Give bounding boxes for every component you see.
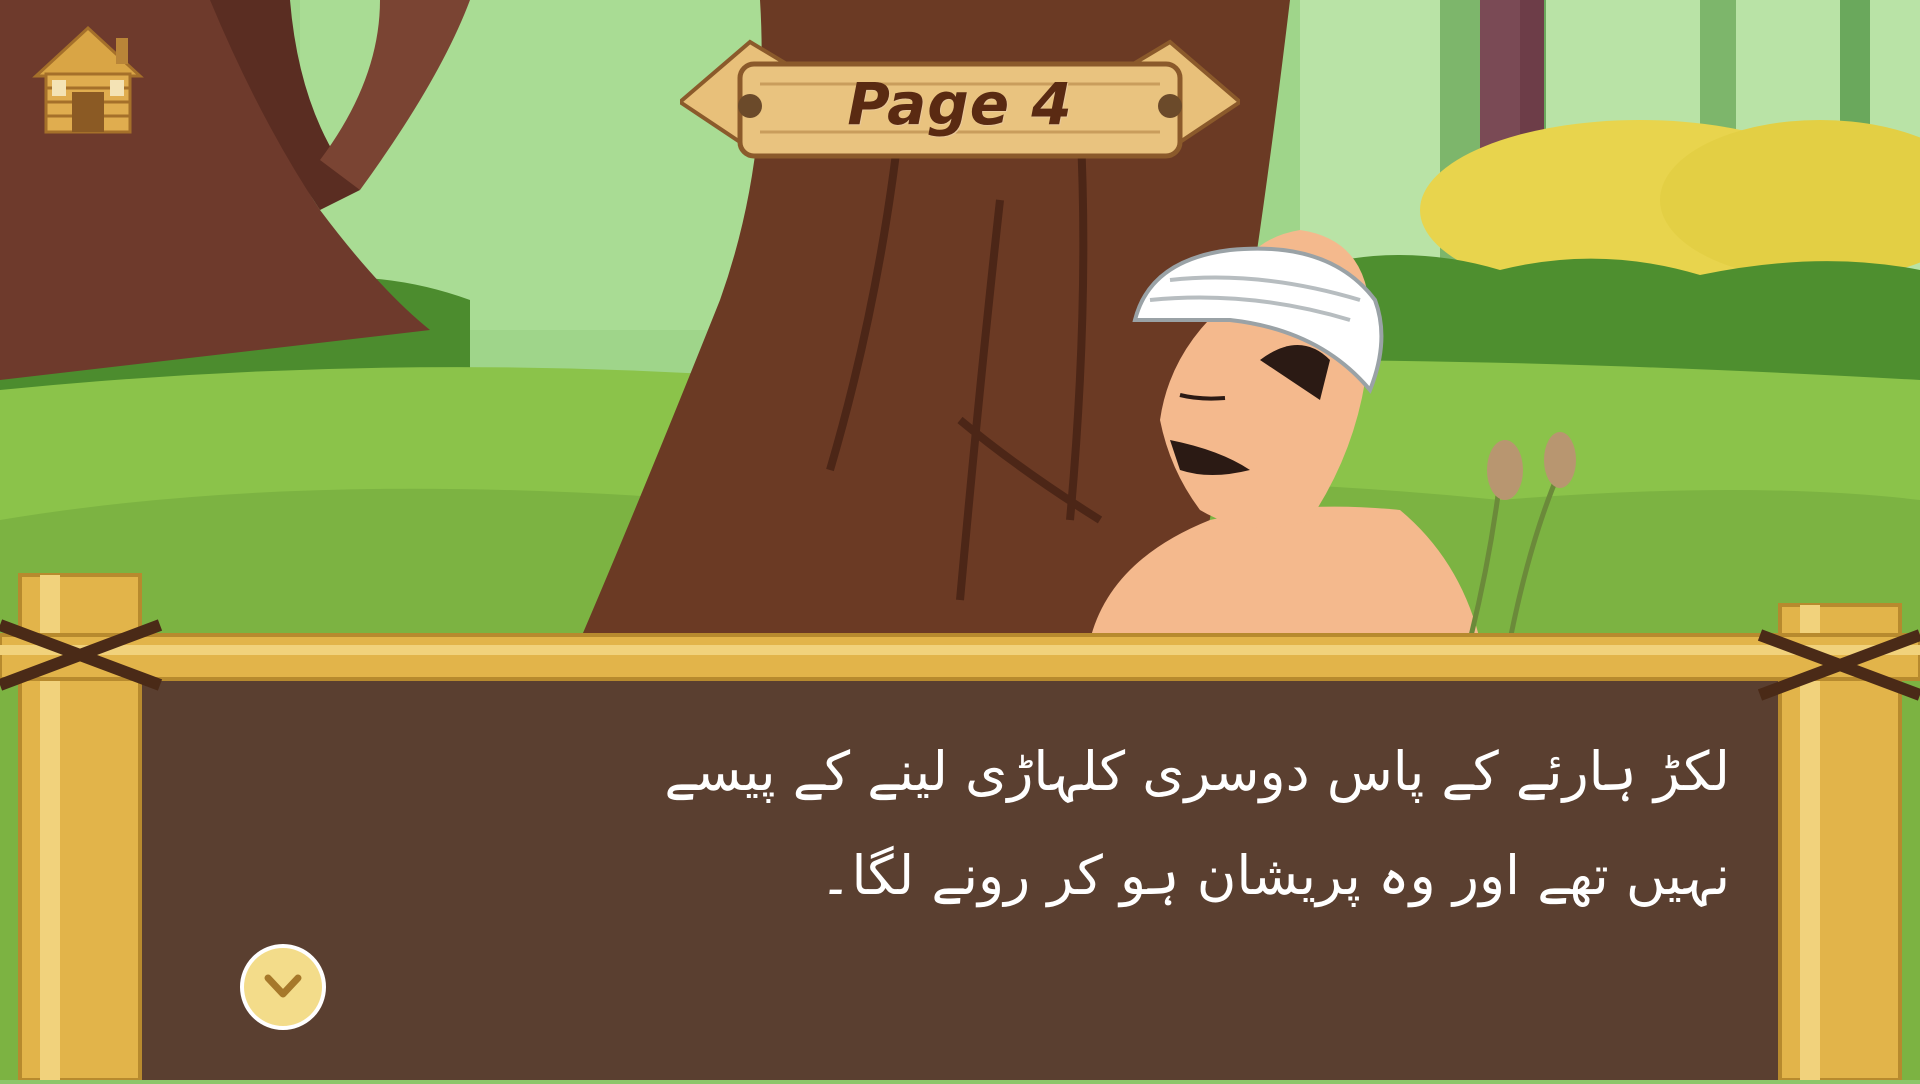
chevron-down-icon — [260, 964, 306, 1010]
log-cabin-icon — [28, 18, 148, 138]
home-button[interactable] — [28, 18, 148, 138]
story-line-2: نہیں تھے اور وہ پریشان ہو کر رونے لگا۔ — [819, 844, 1730, 907]
story-text — [170, 720, 1730, 928]
next-page-button[interactable] — [240, 944, 326, 1030]
story-line-1: لکڑ ہارئے کے پاس دوسری کلہاڑی لینے کے پیسے — [664, 740, 1730, 803]
page-label: Page 4 — [847, 70, 1073, 138]
page-number-sign — [680, 22, 1240, 202]
